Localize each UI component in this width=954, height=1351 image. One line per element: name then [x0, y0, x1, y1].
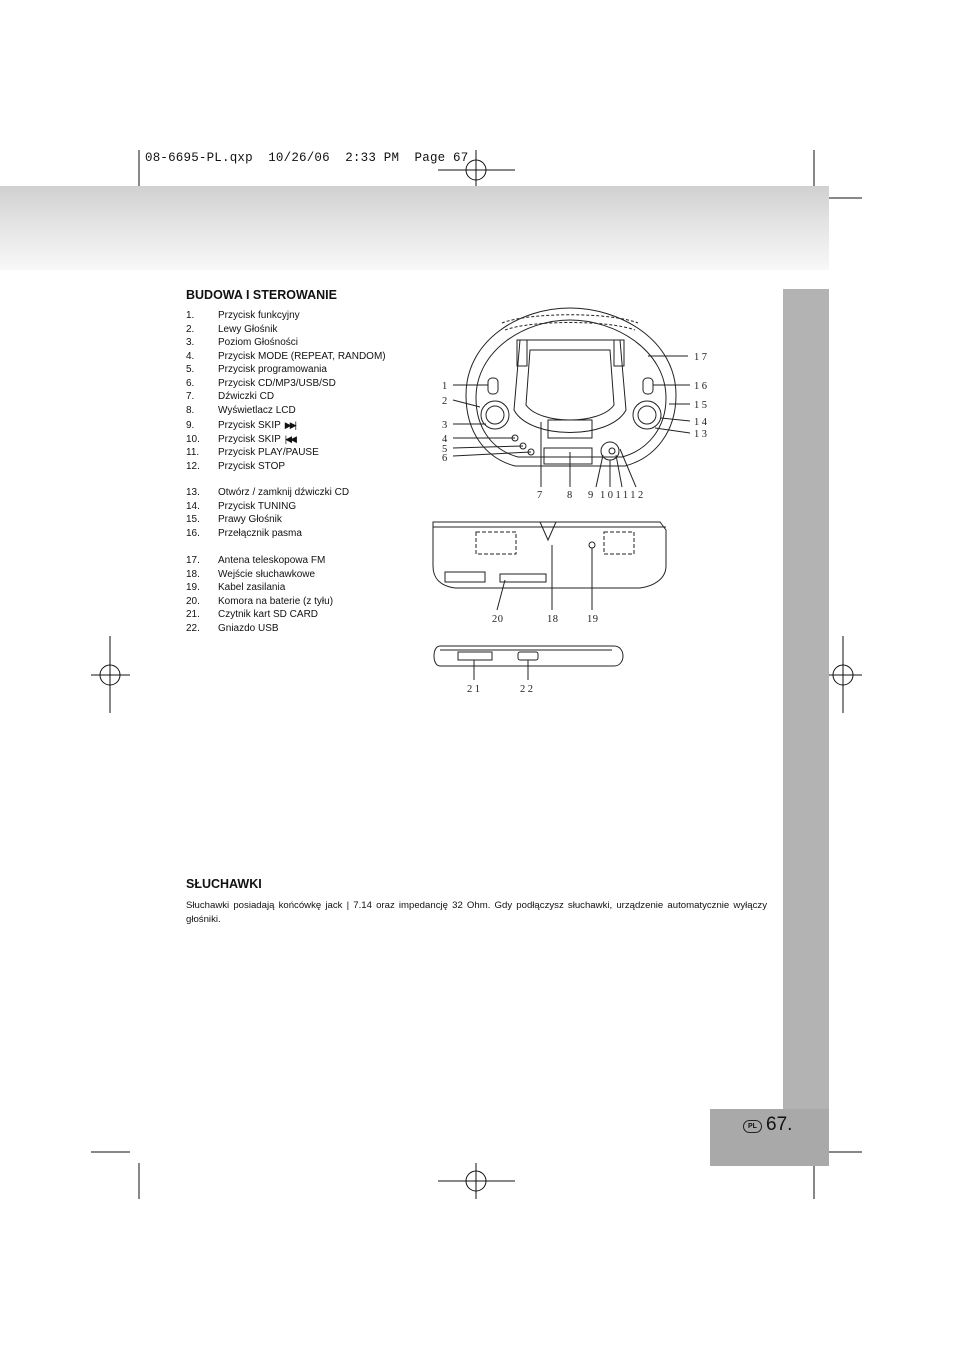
print-slug: 08-6695-PL.qxp 10/26/06 2:33 PM Page 67	[145, 151, 469, 165]
language-badge: PL	[743, 1120, 762, 1133]
label-7: 7	[537, 490, 545, 501]
label-8: 8	[567, 490, 575, 501]
label-18: 18	[547, 614, 559, 625]
section-title-headphones: SŁUCHAWKI	[186, 877, 262, 891]
label-9: 9	[588, 490, 596, 501]
label-14: 14	[694, 417, 710, 428]
label-4: 4	[442, 434, 450, 445]
label-21: 21	[467, 684, 483, 695]
label-16: 16	[694, 381, 710, 392]
headphones-paragraph: Słuchawki posiadają końcówkę jack | 7.14 oraz impedancję 32 Ohm. Gdy podłączysz słuchawki, urządzenie automatycznie wyłączy głośniki.	[186, 900, 767, 925]
skip-back-icon: |◀◀	[284, 433, 295, 444]
label-5: 5	[442, 444, 450, 455]
label-17: 17	[694, 352, 710, 363]
label-1: 1	[442, 381, 450, 392]
label-19: 19	[587, 614, 599, 625]
page-number: 67.	[766, 1114, 793, 1135]
label-22: 22	[520, 684, 536, 695]
section-title-controls: BUDOWA I STEROWANIE	[186, 288, 337, 302]
label-13: 13	[694, 429, 710, 440]
label-2: 2	[442, 396, 450, 407]
label-10-12: 101112	[600, 490, 646, 501]
label-20: 20	[492, 614, 504, 625]
label-15: 15	[694, 400, 710, 411]
label-6: 6	[442, 453, 450, 464]
label-3: 3	[442, 420, 450, 431]
skip-forward-icon: ▶▶|	[284, 420, 295, 430]
